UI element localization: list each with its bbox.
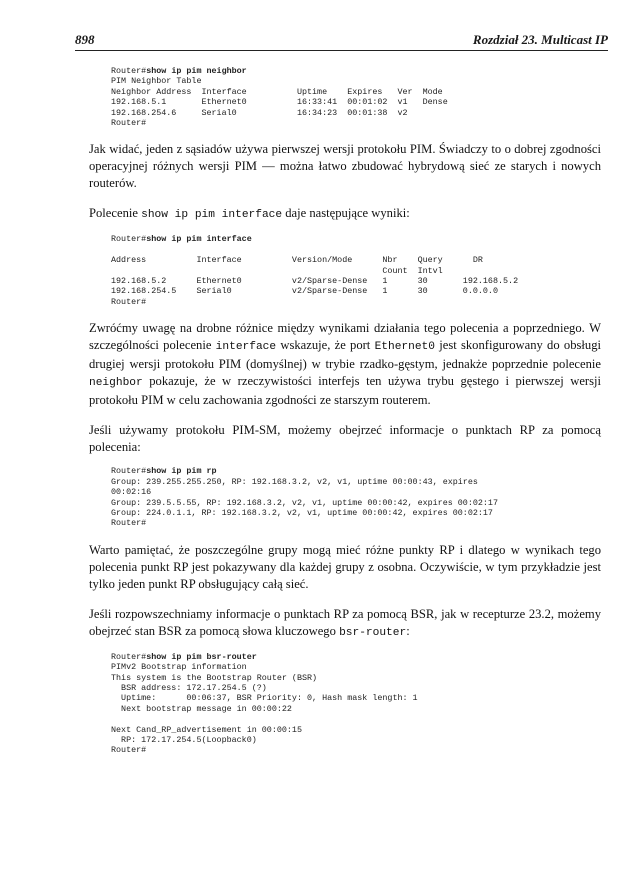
code-prompt: Router# (111, 466, 147, 477)
paragraph-versions: Jak widać, jeden z sąsiadów używa pierwszej wersji protokołu PIM. Świadczy to o dobrej zgodności operacyjnej różnych wersji PIM — można łatwo zbudować hybrydową sieć ze starych i nowych routerów. (89, 142, 601, 191)
running-header (75, 32, 608, 50)
code-block-pim-rp (89, 466, 601, 528)
code-output: PIM Neighbor Table Neighbor Address Interface Uptime Expires Ver Mode 192.168.5.1 Ethernet0 16:33:41 00:01:02 v1 Dense 192.168.254.6 Serial0 16:34:23 00:01:38 v2 Router# (111, 76, 448, 129)
inline-code: Ethernet0 (374, 341, 435, 354)
code-command: show ip pim neighbor (146, 66, 247, 76)
code-block-bsr-router (89, 652, 601, 756)
code-command: show ip pim bsr-router (146, 651, 257, 662)
inline-code: interface (215, 341, 277, 354)
paragraph-rp-groups: Warto pamiętać, że poszczególne grupy mogą mieć różne punkty RP i dlatego w wynikach tego polecenia punkt RP jest pokazywany dla każdej grupy z osobna. Oczywiście, w tym przykładzie jest tylko jeden punkt RP obsługujący całą sieć. (89, 542, 601, 591)
code-block-pim-interface (89, 234, 601, 307)
page-number: 898 (75, 32, 95, 47)
page-content (89, 66, 601, 756)
paragraph-pim-sm: Jeśli używamy protokołu PIM-SM, możemy obejrzeć informacje o punktach RP za pomocą polecenia: (89, 423, 601, 455)
paragraph-bsr: Jeśli rozpowszechniamy informacje o punktach RP za pomocą BSR, jak w recepturze 23.2, możemy obejrzeć stan BSR za pomocą słowa kluczowego bsr-router: (89, 606, 601, 639)
inline-code: neighbor (89, 377, 143, 390)
code-prompt: Router# (111, 234, 147, 245)
paragraph-differences: Zwróćmy uwagę na drobne różnice między wynikami działania tego polecenia a poprzedniego. W szczególności polecenie interface wskazuje, że port Ethernet0 jest skonfigurowany do obsługi drugiej wersji protokołu PIM (domyślnej) w trybie rzadko-gęstym, jednakże poprzednie polecenie neighbor pokazuje, że w rzeczywistości interfejs ten używa trybu gęstego i pierwszej wersji protokołu PIM w celu zachowania zgodności ze starszym routerem. (89, 321, 601, 408)
code-output: Address Interface Version/Mode Nbr Query DR Count Intvl 192.168.5.2 Ethernet0 v2/Sparse-Dense 1 30 192.168.5.2 192.168.254.5 Serial0 v2/Sparse-Dense 1 30 0.0.0.0 Router# (111, 255, 519, 307)
code-output: Group: 239.255.255.250, RP: 192.168.3.2, v2, v1, uptime 00:00:43, expires 00:02:16 Group: 239.5.5.55, RP: 192.168.3.2, v2, v1, uptime 00:00:42, expires 00:02:17 Group: 224.0.1.1, RP: 192.168.3.2, v2, v1, uptime 00:00:42, expires 00:02:17 Router# (111, 476, 498, 529)
inline-code: show ip pim interface (141, 209, 283, 222)
code-command: show ip pim rp (146, 466, 217, 477)
inline-code: bsr-router (339, 626, 407, 639)
header-rule (75, 50, 608, 51)
paragraph-interface-intro: Polecenie show ip pim interface daje następujące wyniki: (89, 206, 410, 222)
code-block-pim-neighbor (89, 66, 601, 128)
code-output: PIMv2 Bootstrap information This system is the Bootstrap Router (BSR) BSR address: 172.17.254.5 (?) Uptime: 00:06:37, BSR Priority: 0, Hash mask length: 1 Next bootstrap message in 00:00:22 Next Cand_RP_advertisement in 00:00:15 RP: 172.17.254.5(Loopback0) Router# (111, 662, 418, 756)
code-command: show ip pim interface (146, 234, 252, 245)
code-prompt: Router# (111, 66, 147, 76)
code-prompt: Router# (111, 651, 147, 662)
chapter-title: Rozdział 23. Multicast IP (472, 32, 608, 47)
